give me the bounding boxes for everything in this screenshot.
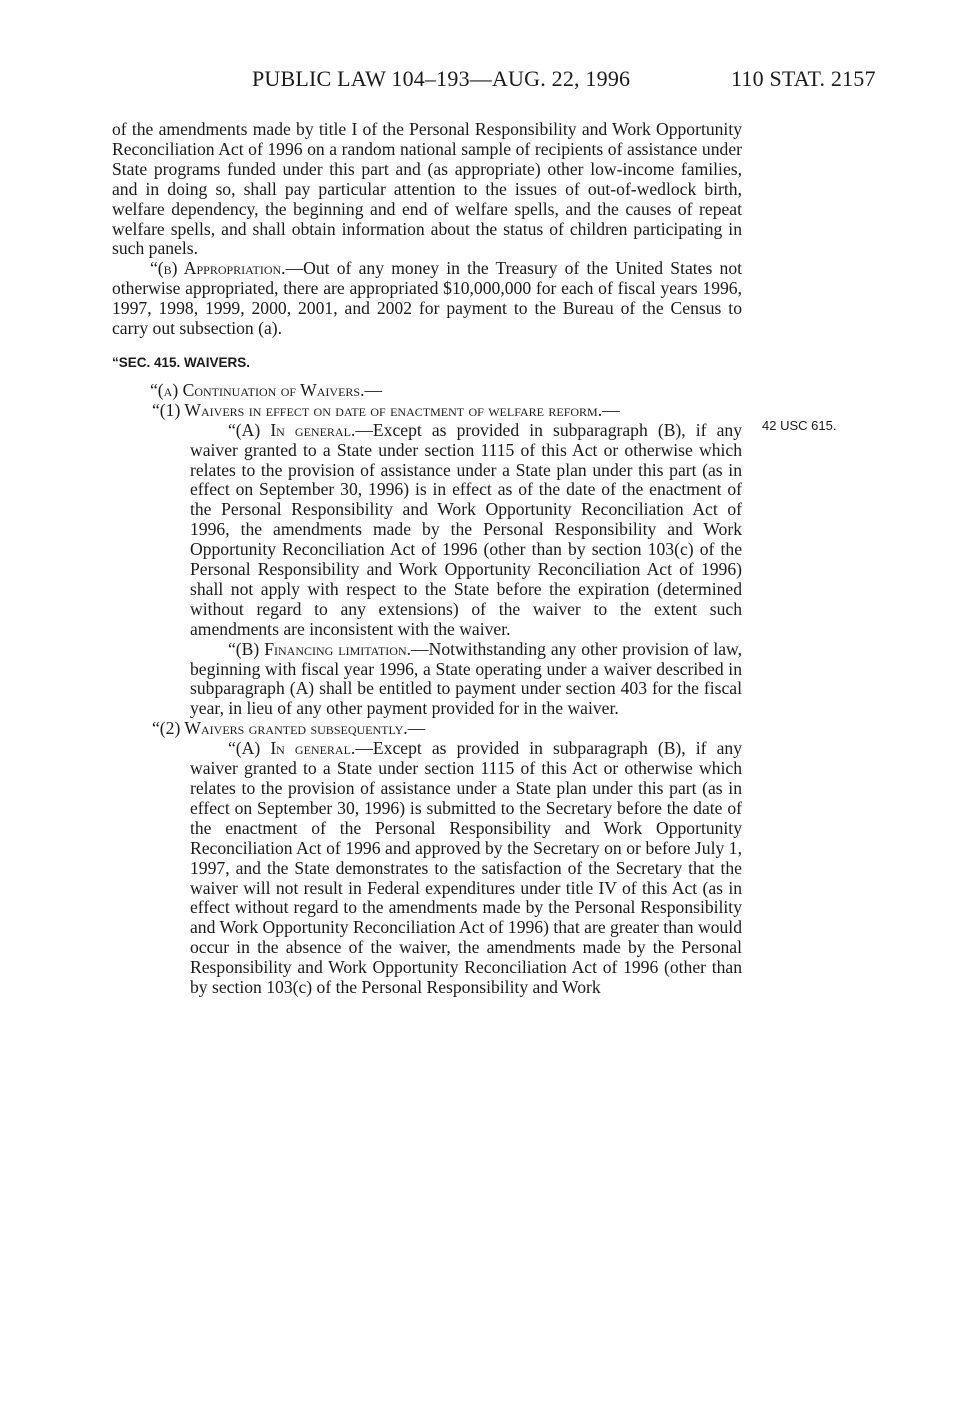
paragraph-appropriation — [112, 259, 742, 339]
paragraph-heading: “(b) Appropriation. — [150, 258, 286, 279]
subparagraph-1B — [112, 640, 742, 720]
document-body — [112, 120, 742, 998]
paragraph-1-heading: “(1) Waivers in effect on date of enactment of welfare reform.— — [152, 399, 620, 420]
subparagraph-heading: “(A) In general. — [228, 419, 356, 440]
subsection-a-heading: “(a) Continuation of Waivers.— — [150, 379, 383, 400]
subparagraph-text: —Notwithstanding any other provision of law, beginning with fiscal year 1996, a State operating under a waiver described in subparagraph (A) shall be entitled to payment under section 403 for the fiscal year, in lieu of any other payment provided for in the waiver. — [190, 638, 742, 719]
statute-page-number: 110 STAT. 2157 — [731, 66, 876, 91]
running-head-title: PUBLIC LAW 104–193—AUG. 22, 1996 — [252, 66, 631, 91]
paragraph-2-heading: “(2) Waivers granted subsequently.— — [152, 718, 426, 739]
subparagraph-heading: “(A) In general. — [228, 738, 356, 759]
page-header — [0, 66, 957, 96]
margin-citation: 42 USC 615. — [762, 418, 837, 433]
subparagraph-text: —Except as provided in subparagraph (B), if any waiver granted to a State under section 1115 of this Act or otherwise which relates to the provision of assistance under a State plan under this part (as in effect on September 30, 1996) is submitted to the Secretary before the date of the enactment of the Personal Responsibility and Work Opportunity Reconciliation Act of 1996 and approved by the Secretary on or before July 1, 1997, and the State demonstrates to the satisfaction of the Secretary that the waiver will not result in Federal expenditures under title IV of this Act (as in effect without regard to the amendments made by the Personal Responsibility and Work Opportunity Reconciliation Act of 1996) that are greater than would occur in the absence of the waiver, the amendments made by the Personal Responsibility and Work Opportunity Reconciliation Act of 1996 (other than by section 103(c) of the Personal Responsibility and Work — [190, 738, 743, 998]
paragraph-text: —Out of any money in the Treasury of the United States not otherwise appropriated, there are appropriated $10,000,000 for each of fiscal years 1996, 1997, 1998, 1999, 2000, 2001, and 2002 for payment to the Bureau of the Census to carry out subsection (a). — [112, 258, 743, 339]
subparagraph-heading: “(B) Financing limitation. — [228, 638, 412, 659]
subparagraph-2A — [112, 739, 742, 998]
subparagraph-1A — [112, 421, 742, 640]
paragraph-continuation: of the amendments made by title I of the Personal Responsibility and Work Opportunity Reconciliation Act of 1996 on a random national sample of recipients of assistance under State programs funded under this part and (as appropriate) other low-income families, and in doing so, shall pay particular attention to the issues of out-of-wedlock birth, welfare dependency, the beginning and end of welfare spells, and the causes of repeat welfare spells, and shall obtain information about the status of children participating in such panels. — [112, 119, 742, 259]
subparagraph-text: —Except as provided in subparagraph (B), if any waiver granted to a State under section 1115 of this Act or otherwise which relates to the provision of assistance under a State plan under this part (as in effect on September 30, 1996) is in effect as of the date of the enactment of the Personal Responsibility and Work Opportunity Reconciliation Act of 1996, the amendments made by the Personal Responsibility and Work Opportunity Reconciliation Act of 1996 (other than by section 103(c) of the Personal Responsibility and Work Opportunity Reconciliation Act of 1996) shall not apply with respect to the State before the expiration (determined without regard to any extensions) of the waiver to the extent such amendments are inconsistent with the waiver. — [190, 419, 743, 639]
section-heading: “SEC. 415. WAIVERS. — [112, 354, 251, 370]
